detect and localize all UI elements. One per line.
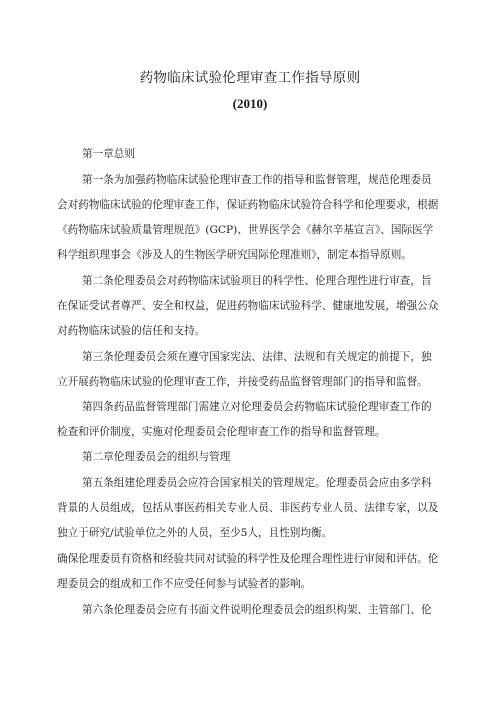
document-year: (2010)	[232, 96, 268, 111]
paragraph-line: 会对药物临床试验的伦理审查工作，保证药物临床试验符合科学和伦理要求，根据	[57, 199, 439, 211]
paragraph-line: 第二条伦理委员会对药物临床试验项目的科学性、伦理合理性进行审查，旨	[82, 275, 432, 287]
chapter-heading: 第一章总则	[82, 148, 135, 160]
paragraph-line: 检查和评价制度，实施对伦理委员会伦理审查工作的指导和监督管理。	[57, 426, 386, 438]
paragraph-line: 第一条为加强药物临床试验伦理审查工作的指导和监督管理，规范伦理委员	[82, 174, 432, 186]
paragraph-line: 第三条伦理委员会须在遵守国家宪法、法律、法规和有关规定的前提下，独	[82, 351, 432, 363]
paragraph-line: 立开展药物临床试验的伦理审查工作，并接受药品监督管理部门的指导和监督。	[57, 376, 428, 388]
paragraph-line: 背景的人员组成，包括从事医药相关专业人员、非医药专业人员、法律专家，以及	[57, 502, 439, 514]
paragraph-line: 科学组织理事会《涉及人的生物医学研究国际伦理准则》，制定本指导原则。	[57, 249, 412, 261]
paragraph-line: 对药物临床试验的信任和支持。	[57, 325, 206, 337]
paragraph-line: 理委员会的组成和工作不应受任何参与试验者的影响。	[57, 578, 312, 590]
paragraph-line: 第四条药品监督管理部门需建立对伦理委员会药物临床试验伦理审查工作的	[82, 401, 432, 413]
paragraph-line: 独立于研究/试验单位之外的人员，至少5人，且性别均衡。	[57, 527, 333, 539]
paragraph-line: 《药物临床试验质量管理规范》(GCP)、世界医学会《赫尔辛基宣言》、国际医学	[57, 224, 434, 236]
document-title: 药物临床试验伦理审查工作指导原则	[139, 70, 361, 86]
paragraph-line: 第五条组建伦理委员会应符合国家相关的管理规定。伦理委员会应由多学科	[82, 477, 432, 489]
paragraph-line: 第六条伦理委员会应有书面文件说明伦理委员会的组织构架、主管部门、伦	[82, 604, 432, 616]
paragraph-line: 确保伦理委员有资格和经验共同对试验的科学性及伦理合理性进行审阅和评估。伦	[57, 553, 439, 565]
chapter-heading: 第二章伦理委员会的组织与管理	[82, 451, 231, 463]
paragraph-line: 在保证受试者尊严、安全和权益，促进药物临床试验科学、健康地发展，增强公众	[57, 300, 439, 312]
